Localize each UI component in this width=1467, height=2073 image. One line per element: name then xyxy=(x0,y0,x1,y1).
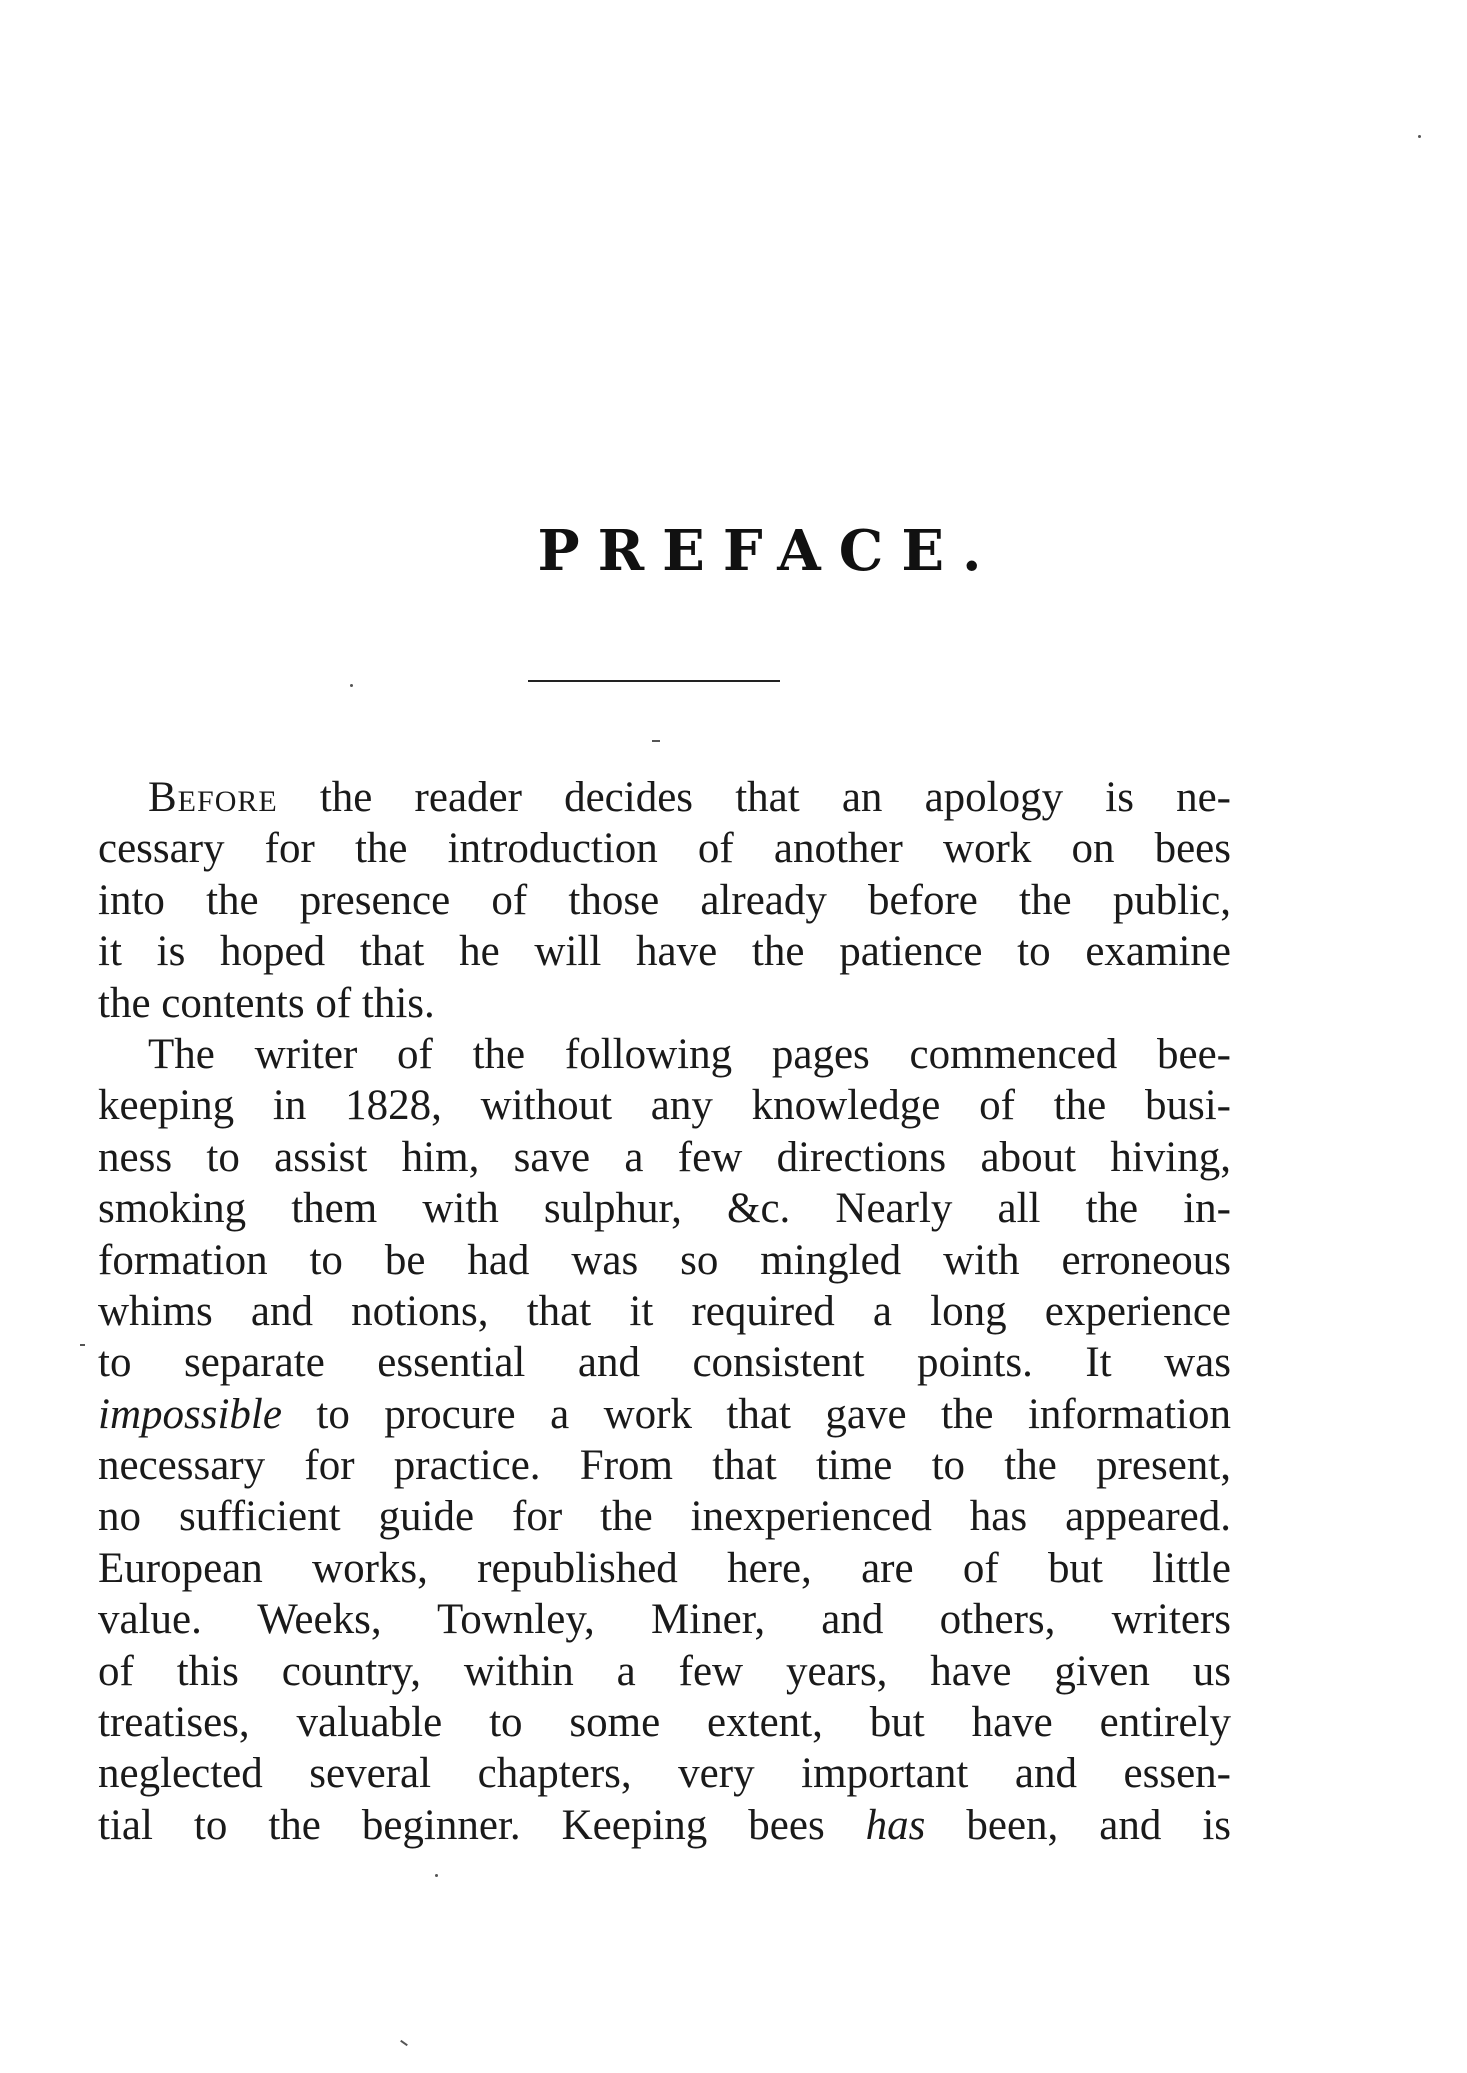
text-line: no sufficient guide for the inexperienced has appeared. xyxy=(98,1493,1231,1541)
text-line: impossible to procure a work that gave the information xyxy=(98,1390,1231,1438)
text-line: neglected several chapters, very important and essen- xyxy=(98,1750,1231,1798)
scan-speck xyxy=(350,684,353,687)
italic-word: impossible xyxy=(98,1390,282,1438)
text-line: to separate essential and consistent points. It was xyxy=(98,1339,1231,1387)
text-line: formation to be had was so mingled with erroneous xyxy=(98,1236,1231,1284)
italic-word: has xyxy=(865,1801,926,1849)
body-text xyxy=(98,772,1231,1851)
text-line: tial to the beginner. Keeping bees has been, and is xyxy=(98,1801,1232,1849)
text-line: the contents of this. xyxy=(98,979,435,1027)
text-line: cessary for the introduction of another work on bees xyxy=(98,825,1231,873)
text-line: necessary for practice. From that time to the present, xyxy=(98,1442,1231,1490)
scan-speck xyxy=(1418,135,1421,138)
text-line: Before the reader decides that an apology is ne- xyxy=(148,774,1231,821)
text-line: into the presence of those already before the public, xyxy=(98,876,1231,924)
scan-speck xyxy=(80,1344,85,1346)
scan-speck xyxy=(652,740,660,742)
text-line: ness to assist him, save a few directions about hiving, xyxy=(98,1133,1231,1181)
text-line: European works, republished here, are of but little xyxy=(98,1544,1231,1592)
title-rule xyxy=(528,680,780,682)
text-line: whims and notions, that it required a long experience xyxy=(98,1287,1231,1335)
text-line: of this country, within a few years, have given us xyxy=(98,1647,1231,1695)
page-title: PREFACE. xyxy=(537,518,1000,584)
scan-speck xyxy=(400,2040,408,2046)
lead-word: Before xyxy=(148,774,278,821)
text-line: it is hoped that he will have the patience to examine xyxy=(98,928,1231,976)
text-line: value. Weeks, Townley, Miner, and others, writers xyxy=(98,1596,1231,1644)
text-line: smoking them with sulphur, &c. Nearly all the in- xyxy=(98,1185,1231,1233)
text-line: treatises, valuable to some extent, but have entirely xyxy=(98,1699,1231,1747)
text-line: The writer of the following pages commenced bee- xyxy=(148,1030,1231,1078)
text-line: keeping in 1828, without any knowledge of the busi- xyxy=(98,1082,1231,1130)
scan-speck xyxy=(435,1874,438,1877)
